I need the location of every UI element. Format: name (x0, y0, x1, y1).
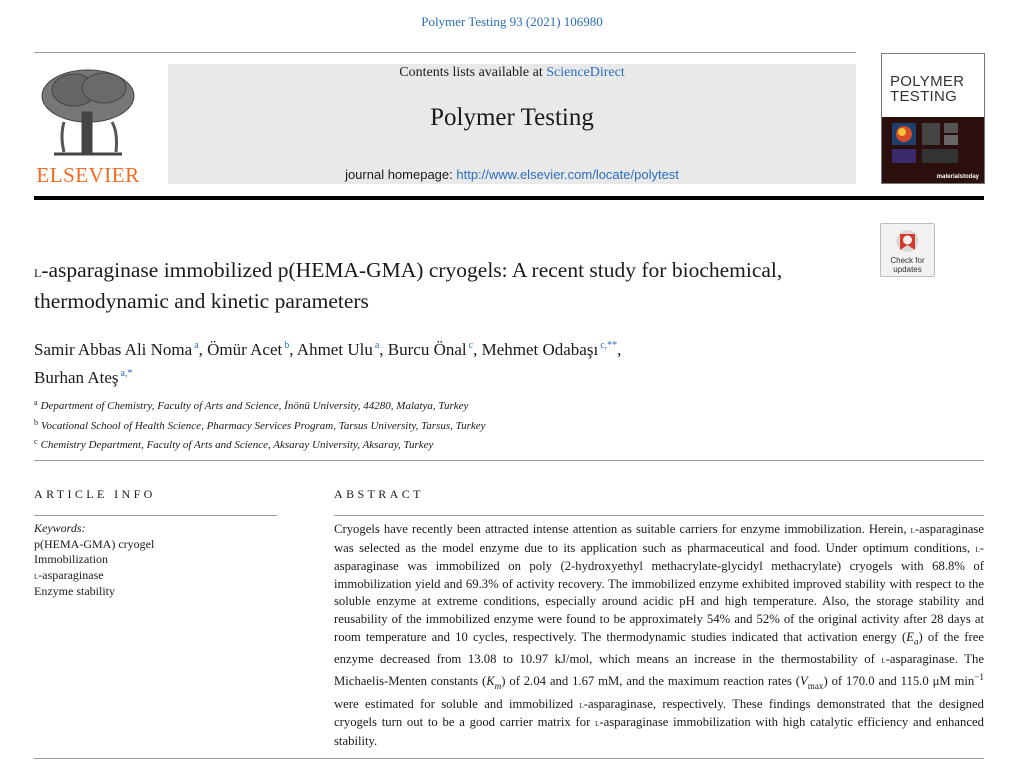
abstract-body (334, 521, 984, 750)
author-5[interactable] (482, 340, 618, 359)
check-updates-line1: Check for (890, 256, 925, 265)
keyword-item: Enzyme stability (34, 584, 115, 598)
cover-artwork (882, 117, 984, 183)
author-name[interactable]: Samir Abbas Ali Noma (34, 340, 193, 359)
cover-title (890, 74, 964, 104)
abstract-text: -asparaginase was selected as the model enzyme due to its application such as pharmaceutical and food. Under optimum conditions, (334, 522, 984, 555)
abstract-l-prefix: l (975, 543, 980, 555)
abstract-text: ) of 2.04 and 1.67 mM, and the maximum reaction rates ( (501, 674, 800, 689)
abstract-text: -asparaginase was immobilized on poly (2-hydroxyethyl methacrylate-glycidyl methacrylate) cryogels with 68.8% of immobilization yield and 69.3% of activity recovery. The immobilized enzyme exhibited improved stability with respect to the soluble enzyme at extreme conditions, especially around acidic pH and high temperature. Also, the storage stability and reusability of the immobilized enzyme were found to be approximately 54% and 52% of the original activity after 28 days at room temperature and 10 cycles, respectively. The thermodynamic studies indicated that activation energy ( (334, 540, 984, 644)
homepage-line (168, 167, 856, 182)
author-affiliation-mark[interactable]: b (284, 340, 290, 351)
abstract-text: -asparaginase. The Michaelis-Menten constants ( (334, 651, 984, 689)
cover-brand: materialstoday (936, 174, 979, 180)
author-affiliation-mark[interactable]: a (374, 340, 380, 351)
article-info-divider (34, 515, 277, 516)
unit-superscript: −1 (974, 672, 984, 683)
author-name[interactable]: Ahmet Ulu (296, 340, 373, 359)
abstract-l-prefix: l (910, 525, 915, 536)
homepage-prefix: journal homepage: (345, 167, 457, 182)
abstract-text: ) of the free enzyme decreased from 13.08 to 10.97 kJ/mol, which means an increase in the thermostability of (334, 629, 984, 666)
affiliation-mark: c (34, 437, 38, 446)
affiliation-list (34, 395, 934, 454)
affiliation-text: Vocational School of Health Science, Pharmacy Services Program, Tarsus University, Tarsus, Turkey (41, 419, 486, 432)
abstract-text: Cryogels have recently been attracted intense attention as suitable carriers for enzyme immobilization. Herein, (334, 522, 911, 536)
author-affiliation-mark[interactable]: c (468, 340, 474, 351)
km-variable: K (486, 674, 495, 689)
ea-variable: E (906, 629, 914, 644)
cover-title-line1: POLYMER (890, 73, 965, 90)
km-subscript: m (494, 681, 502, 692)
keywords-label: Keywords: (34, 521, 86, 535)
contents-line (168, 65, 856, 81)
author-affiliation-mark[interactable]: a,* (120, 368, 133, 379)
title-l-prefix: l (34, 261, 42, 281)
crossmark-icon (881, 224, 934, 256)
author-name[interactable]: Burcu Önal (387, 340, 467, 359)
abstract-text: -asparaginase, respectively. These findings demonstrated that the designed cryogels turn out to be a good carrier matrix for (334, 696, 984, 730)
author-name[interactable]: Burhan Ateş (34, 368, 119, 387)
author-separator: , (379, 340, 388, 359)
tree-emblem-icon (34, 62, 142, 162)
author-6[interactable] (34, 368, 132, 387)
bottom-divider (34, 758, 984, 759)
abstract-text: ) of 170.0 and 115.0 μM min (823, 674, 975, 689)
author-4[interactable] (388, 340, 473, 359)
abstract-l-prefix: l (595, 718, 600, 730)
author-3[interactable] (297, 340, 379, 359)
section-divider (34, 460, 984, 461)
abstract-text: were estimated for soluble and immobilized (334, 696, 580, 711)
vmax-variable: V (800, 674, 808, 689)
journal-title: Polymer Testing (430, 104, 594, 131)
keywords-block (34, 521, 274, 600)
check-updates-label (881, 256, 934, 274)
author-1[interactable] (34, 340, 199, 359)
affiliation-text: Department of Chemistry, Faculty of Arts and Science, İnönü University, 44280, Malatya, Turkey (40, 400, 469, 412)
journal-citation-link[interactable]: Polymer Testing 93 (2021) 106980 (421, 14, 603, 29)
sciencedirect-link[interactable]: ScienceDirect (546, 65, 625, 80)
paper-title (34, 255, 864, 316)
keyword-l-prefix: l (34, 570, 39, 582)
keyword-item (34, 568, 274, 585)
vmax-subscript: max (807, 681, 824, 692)
affiliation-mark: b (34, 417, 38, 427)
journal-banner (168, 64, 856, 184)
author-list (34, 334, 864, 390)
author-affiliation-mark[interactable]: c,** (600, 340, 618, 351)
homepage-link[interactable]: http://www.elsevier.com/locate/polytest (456, 167, 679, 182)
abstract-divider (334, 515, 984, 516)
author-separator: , (473, 340, 482, 359)
contents-prefix: Contents lists available at (399, 65, 547, 80)
author-name[interactable]: Ömür Acet (207, 340, 283, 359)
author-separator: , (617, 340, 622, 359)
elsevier-wordmark: ELSEVIER (36, 163, 140, 187)
affiliation-text: Chemistry Department, Faculty of Arts and Science, Aksaray University, Aksaray, Turkey (40, 439, 434, 451)
keyword-text: -asparaginase (38, 567, 104, 582)
keyword-item: Immobilization (34, 552, 108, 566)
check-for-updates-button[interactable] (880, 223, 935, 277)
top-divider (34, 52, 856, 53)
abstract-l-prefix: l (881, 654, 886, 666)
keyword-item: p(HEMA-GMA) cryogel (34, 536, 155, 551)
author-name[interactable]: Mehmet Odabaşı (481, 340, 599, 359)
author-separator: , (289, 340, 297, 359)
author-affiliation-mark[interactable]: a (194, 340, 199, 351)
journal-cover-thumbnail[interactable] (881, 53, 985, 184)
affiliation-mark: a (34, 398, 38, 407)
check-updates-line2: updates (893, 265, 922, 274)
author-2[interactable] (207, 340, 289, 359)
abstract-l-prefix: l (579, 699, 584, 711)
affiliation-b (34, 415, 934, 435)
elsevier-logo[interactable] (34, 62, 142, 188)
abstract-heading: ABSTRACT (334, 487, 424, 501)
affiliation-a (34, 395, 934, 415)
ea-subscript: a (913, 636, 919, 647)
affiliation-c (34, 434, 934, 454)
cover-title-line2: TESTING (890, 88, 958, 105)
abstract-text: -asparaginase immobilization with high catalytic efficiency and enhanced stability. (334, 715, 984, 748)
header-thick-divider (34, 196, 984, 200)
title-text: -asparaginase immobilized p(HEMA-GMA) cryogels: A recent study for biochemical, thermodynamic and kinetic parameters (34, 258, 783, 313)
author-separator: , (198, 340, 208, 359)
article-info-heading: ARTICLE INFO (34, 487, 156, 501)
